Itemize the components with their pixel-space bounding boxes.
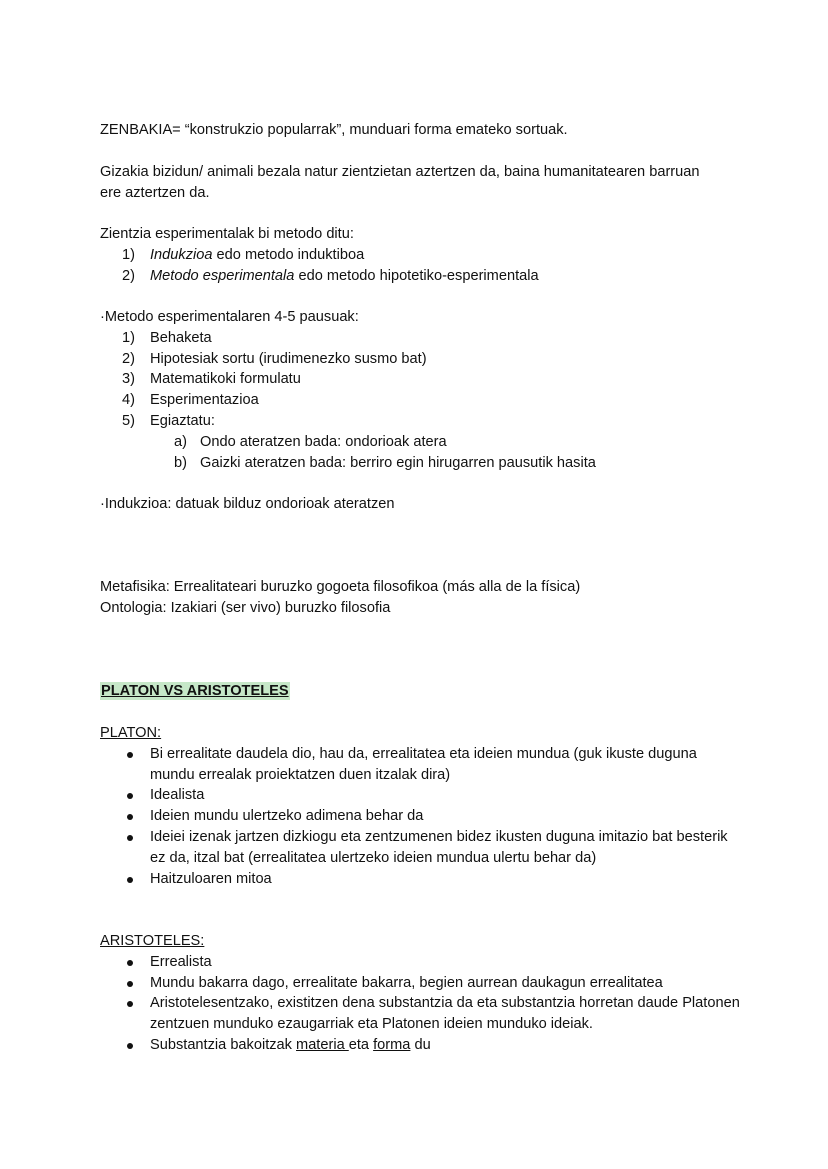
bullet-icon (127, 877, 133, 883)
bullet-icon (127, 1001, 133, 1007)
metodo-desc: edo metodo hipotetiko-esperimentala (294, 267, 539, 284)
bullet-icon (127, 960, 133, 966)
bullet-icon (127, 981, 133, 987)
forma-link[interactable]: forma (373, 1036, 411, 1053)
list-item (100, 1035, 740, 1056)
list-item (100, 411, 750, 432)
list-item (100, 453, 750, 474)
list-text: Behaketa (150, 329, 212, 346)
list-text: Ideien mundu ulertzeko adimena behar da (150, 808, 424, 825)
list-text: Bi errealitate daudela dio, hau da, errealitatea eta ideien mundua (guk ikuste duguna mundu errealak proiektatzen duen itzalak dira) (150, 745, 697, 783)
list-text: Ondo ateratzen bada: ondorioak atera (200, 433, 447, 450)
list-text-prefix: Substantzia bakoitzak (150, 1036, 297, 1053)
pausuak-list (100, 328, 750, 432)
pausuak-heading: ·Metodo esperimentalaren 4-5 pausuak: (100, 309, 359, 325)
ontologia-line: Ontologia: Izakiari (ser vivo) buruzko filosofia (100, 600, 391, 616)
list-item (100, 328, 750, 349)
list-text: Egiaztatu: (150, 412, 215, 429)
list-text: Esperimentazioa (150, 392, 259, 409)
platon-heading: PLATON: (100, 725, 162, 741)
list-item (100, 869, 740, 890)
list-item (100, 806, 740, 827)
list-item (100, 993, 740, 1035)
list-number: 4) (122, 392, 135, 409)
list-item (100, 245, 750, 266)
list-number: 1) (122, 329, 135, 346)
list-text: Idealista (150, 787, 205, 804)
indukzioa-line: ·Indukzioa: datuak bilduz ondorioak ateratzen (100, 496, 395, 512)
list-item (100, 952, 740, 973)
gizakia-paragraph: Gizakia bizidun/ animali bezala natur zientzietan aztertzen da, baina humanitatearen barruan ere aztertzen da. (100, 164, 700, 201)
bullet-icon (127, 1043, 133, 1049)
bullet-icon (127, 835, 133, 841)
list-text: Errealista (150, 953, 212, 970)
section-title (100, 681, 750, 702)
list-item (100, 432, 750, 453)
aristoteles-heading: ARISTOTELES: (100, 933, 205, 949)
list-number: 5) (122, 412, 135, 429)
list-text: Hipotesiak sortu (irudimenezko susmo bat) (150, 350, 427, 367)
list-text: Matematikoki formulatu (150, 371, 301, 388)
metodo-list (100, 245, 750, 287)
metodo-term: Indukzioa (150, 246, 213, 263)
platon-section (100, 723, 740, 889)
bullet-icon (127, 814, 133, 820)
materia-link[interactable]: materia (296, 1036, 349, 1053)
list-text: Mundu bakarra dago, errealitate bakarra, begien aurrean daukagun errealitatea (150, 974, 663, 991)
aristoteles-list (100, 952, 740, 1056)
pausuak-section (100, 307, 750, 473)
list-item (100, 266, 750, 287)
list-number: 1) (122, 246, 135, 263)
platon-list (100, 744, 740, 890)
list-text: Aristotelesentzako, existitzen dena substantzia da eta substantzia horretan daude Platonen zentzuen munduko ezaugarriak eta Platonen ideien munduko ideiak. (150, 995, 740, 1033)
list-number: 2) (122, 267, 135, 284)
list-text-suffix: du (410, 1036, 431, 1053)
aristoteles-section (100, 931, 740, 1056)
pausuak-sublist (100, 432, 750, 474)
list-number: 3) (122, 371, 135, 388)
section-title-text: PLATON VS ARISTOTELES (101, 683, 289, 699)
list-item (100, 827, 740, 869)
bullet-icon (127, 793, 133, 799)
bullet-icon (127, 752, 133, 758)
list-item (100, 390, 750, 411)
zenbakia-line: ZENBAKIA= “konstrukzio popularrak”, munduari forma emateko sortuak. (100, 122, 568, 138)
list-item (100, 973, 740, 994)
list-text: Ideiei izenak jartzen dizkiogu eta zentzumenen bidez ikusten duguna imitazio bat besterik ez da, itzal bat (errealitatea ulertzeko ideien mundua ulertu behar da) (150, 828, 728, 866)
list-item (100, 349, 750, 370)
metodo-heading: Zientzia esperimentalak bi metodo ditu: (100, 226, 354, 242)
list-text: Haitzuloaren mitoa (150, 870, 272, 887)
list-text-mid: eta (348, 1036, 374, 1053)
list-text: Gaizki ateratzen bada: berriro egin hirugarren pausutik hasita (200, 454, 596, 471)
metodo-term: Metodo esperimentala (150, 267, 295, 284)
list-letter: b) (174, 454, 187, 471)
list-number: 2) (122, 350, 135, 367)
metodo-section (100, 224, 750, 286)
list-item (100, 369, 750, 390)
metodo-desc: edo metodo induktiboa (212, 246, 365, 263)
list-item (100, 744, 740, 786)
list-item (100, 785, 740, 806)
metafisika-line: Metafisika: Errealitateari buruzko gogoeta filosofikoa (más alla de la física) (100, 579, 581, 595)
list-letter: a) (174, 433, 187, 450)
